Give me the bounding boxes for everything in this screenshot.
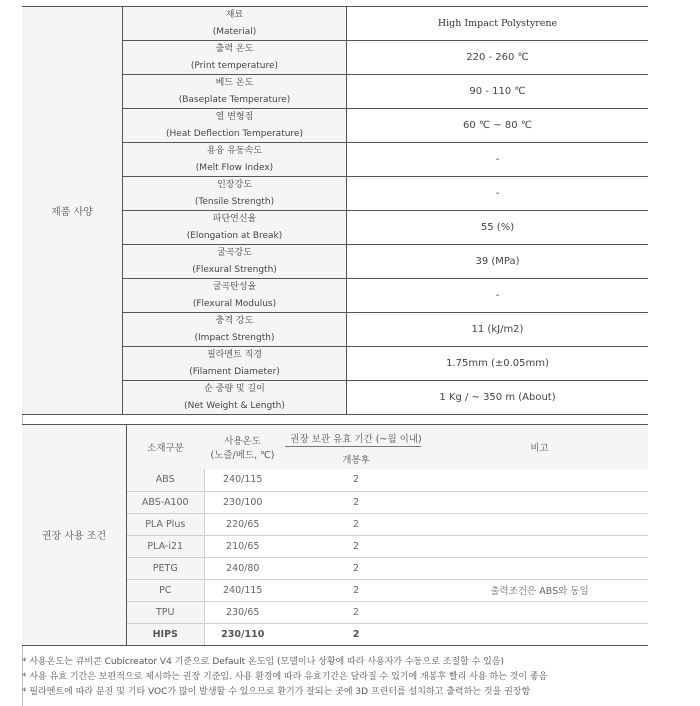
spec-value-cell bbox=[347, 7, 649, 41]
usage-category-label: 권장 사용 조건 bbox=[41, 531, 107, 543]
usage-header-row bbox=[22, 425, 648, 470]
material-cell: PLA Plus bbox=[127, 513, 205, 535]
spec-value-cell bbox=[347, 347, 649, 381]
spec-label-en: (Filament Diameter) bbox=[189, 366, 280, 377]
spec-value: 1.75mm (±0.05mm) bbox=[446, 358, 549, 369]
header-material bbox=[127, 425, 205, 470]
spec-label-cell bbox=[123, 177, 347, 211]
usage-category-cell bbox=[22, 425, 127, 646]
note-cell bbox=[431, 557, 648, 579]
spec-label-en: (Baseplate Temperature) bbox=[178, 94, 291, 105]
spec-value: - bbox=[495, 290, 500, 301]
temp-cell: 220/65 bbox=[204, 513, 281, 535]
note-cell-pc: 출력조건은 ABS와 동일 bbox=[431, 579, 648, 601]
header-temp-line1: 사용온도 bbox=[224, 436, 261, 447]
spec-value: 60 ℃ ~ 80 ℃ bbox=[462, 120, 532, 131]
temp-cell: 240/115 bbox=[204, 469, 281, 491]
spec-label-ko: 순 중량 및 길이 bbox=[204, 384, 265, 394]
spec-value-cell bbox=[347, 245, 649, 279]
header-period bbox=[281, 425, 431, 470]
header-period-top: 권장 보관 유효 기간 (~월 이내) bbox=[290, 434, 422, 445]
period-cell: 2 bbox=[281, 557, 431, 579]
material-cell: PC bbox=[127, 579, 205, 601]
spec-value-cell bbox=[347, 109, 649, 143]
header-note-label: 비고 bbox=[530, 443, 549, 454]
spec-category-cell bbox=[22, 7, 123, 415]
spec-label-en: (Material) bbox=[212, 26, 257, 37]
spec-value-cell bbox=[347, 211, 649, 245]
spec-value: 1 Kg / ~ 350 m (About) bbox=[439, 392, 556, 403]
note-cell bbox=[431, 623, 648, 645]
spec-value-cell bbox=[347, 143, 649, 177]
spec-value: 11 (kJ/m2) bbox=[471, 324, 524, 335]
spec-label-en: (Elongation at Break) bbox=[186, 230, 283, 241]
footnote: * 사용온도는 큐비콘 Cubicreator V4 기준으로 Default 온도임 (모델이나 상황에 따라 사용자가 수동으로 조절할 수 있음) bbox=[22, 657, 505, 667]
usage-table bbox=[22, 424, 648, 646]
spec-label-ko: 굴곡강도 bbox=[217, 248, 252, 258]
spec-value: 39 (MPa) bbox=[475, 256, 520, 267]
material-cell: ABS bbox=[127, 469, 205, 491]
spec-label-cell bbox=[123, 7, 347, 41]
spec-label-ko: 파단연신율 bbox=[212, 214, 257, 224]
spec-label-cell bbox=[123, 41, 347, 75]
period-cell: 2 bbox=[281, 513, 431, 535]
spec-value-cell bbox=[347, 381, 649, 415]
period-cell: 2 bbox=[281, 535, 431, 557]
spec-label-en: (Print temperature) bbox=[190, 60, 279, 71]
note-cell bbox=[431, 469, 648, 491]
spec-value-cell bbox=[347, 279, 649, 313]
spec-value-cell bbox=[347, 313, 649, 347]
temp-cell: 230/100 bbox=[204, 491, 281, 513]
spec-label-cell bbox=[123, 279, 347, 313]
spec-label-ko: 굴곡탄성율 bbox=[212, 282, 257, 292]
spec-label-ko: 충격 강도 bbox=[215, 316, 254, 326]
header-temperature bbox=[204, 425, 281, 470]
spec-label-ko: 용융 유동속도 bbox=[206, 146, 263, 156]
material-cell: TPU bbox=[127, 601, 205, 623]
period-cell: 2 bbox=[281, 623, 431, 645]
temp-cell: 230/65 bbox=[204, 601, 281, 623]
spec-label-cell bbox=[123, 211, 347, 245]
header-temp-line2: (노즐/베드, ℃) bbox=[210, 450, 275, 461]
temp-cell: 240/80 bbox=[204, 557, 281, 579]
period-cell: 2 bbox=[281, 469, 431, 491]
temp-cell: 240/115 bbox=[204, 579, 281, 601]
spec-label-en: (Net Weight & Length) bbox=[184, 400, 285, 411]
material-cell: PETG bbox=[127, 557, 205, 579]
header-material-label: 소재구분 bbox=[147, 443, 184, 454]
spec-value: 220 - 260 ℃ bbox=[466, 52, 529, 63]
spec-value: - bbox=[495, 154, 500, 165]
spec-value: 55 (%) bbox=[480, 222, 515, 233]
spec-label-cell bbox=[123, 347, 347, 381]
material-cell: ABS-A100 bbox=[127, 491, 205, 513]
temp-cell: 230/110 bbox=[204, 623, 281, 645]
period-cell: 2 bbox=[281, 579, 431, 601]
spec-value-cell bbox=[347, 177, 649, 211]
spec-table bbox=[22, 6, 648, 415]
spec-label-cell bbox=[123, 75, 347, 109]
spec-value-cell bbox=[347, 41, 649, 75]
spec-label-en: (Tensile Strength) bbox=[194, 196, 275, 207]
spec-value-cell bbox=[347, 75, 649, 109]
period-cell: 2 bbox=[281, 491, 431, 513]
header-divider bbox=[285, 446, 421, 447]
material-cell: HIPS bbox=[127, 623, 205, 645]
spec-label-cell bbox=[123, 143, 347, 177]
spec-value: High Impact Polystyrene bbox=[437, 18, 558, 29]
temp-cell: 210/65 bbox=[204, 535, 281, 557]
spec-row bbox=[22, 7, 648, 41]
note-cell bbox=[431, 491, 648, 513]
spec-label-ko: 열 변형점 bbox=[215, 112, 254, 122]
period-cell: 2 bbox=[281, 601, 431, 623]
footnote: * 필라멘트에 따라 분진 및 기타 VOC가 많이 발생할 수 있으므로 환기가 잘되는 곳에 3D 프린터를 설치하고 출력하는 것을 권장함 bbox=[22, 687, 531, 697]
spec-label-ko: 출력 온도 bbox=[215, 44, 254, 54]
spec-label-ko: 재료 bbox=[225, 10, 244, 20]
header-note bbox=[431, 425, 648, 470]
header-period-sub: 개봉후 bbox=[342, 455, 370, 466]
spec-label-en: (Impact Strength) bbox=[194, 332, 275, 343]
note-cell bbox=[431, 513, 648, 535]
note-cell bbox=[431, 601, 648, 623]
spec-value: 90 - 110 ℃ bbox=[469, 86, 526, 97]
spec-value: - bbox=[495, 188, 500, 199]
spec-label-ko: 인장강도 bbox=[217, 180, 252, 190]
spec-label-cell bbox=[123, 381, 347, 415]
spec-label-cell bbox=[123, 245, 347, 279]
footnotes bbox=[22, 655, 547, 700]
note-cell bbox=[431, 535, 648, 557]
spec-label-en: (Heat Deflection Temperature) bbox=[166, 128, 303, 139]
spec-label-en: (Melt Flow Index) bbox=[195, 162, 274, 173]
spec-label-ko: 베드 온도 bbox=[215, 78, 254, 88]
spec-label-cell bbox=[123, 109, 347, 143]
spec-label-ko: 필라멘트 직경 bbox=[206, 350, 263, 360]
spec-category-label: 제품 사양 bbox=[51, 207, 93, 218]
spec-label-en: (Flexural Strength) bbox=[192, 264, 277, 275]
footnote: * 사용 유효 기간은 보편적으로 제시하는 권장 기준임. 사용 환경에 따라 유효기간은 달라질 수 있기에 개봉후 빨리 사용 하는 것이 좋음 bbox=[22, 672, 548, 682]
spec-label-en: (Flexural Modulus) bbox=[192, 298, 277, 309]
spec-label-cell bbox=[123, 313, 347, 347]
material-cell: PLA-i21 bbox=[127, 535, 205, 557]
